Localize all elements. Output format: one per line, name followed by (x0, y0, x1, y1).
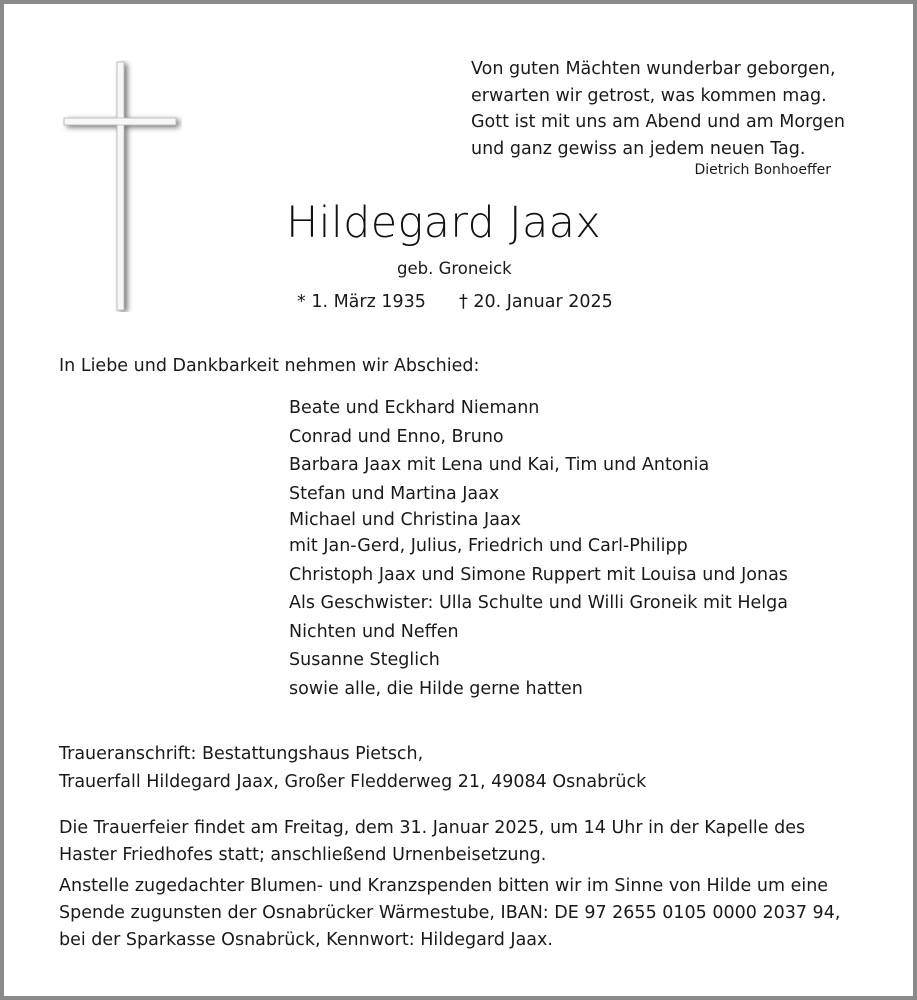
address-line: Trauerfall Hildegard Jaax, Großer Fledderweg 21, 49084 Osnabrück (59, 772, 647, 792)
mourner-entry: Susanne Steglich (289, 650, 440, 670)
mourner-entry: Conrad und Enno, Bruno (289, 426, 504, 447)
deceased-name: Hildegard Jaax (286, 198, 602, 248)
poem-author: Dietrich Bonhoeffer (694, 162, 831, 178)
poem (471, 56, 845, 162)
mourner-entry: Christoph Jaax und Simone Ruppert mit Louisa und Jonas (289, 564, 788, 585)
farewell-intro: In Liebe und Dankbarkeit nehmen wir Abschied: (59, 356, 480, 376)
poem-line: Gott ist mit uns am Abend und am Morgen (471, 112, 845, 132)
donation-line: Spende zugunsten der Osnabrücker Wärmestube, IBAN: DE 97 2655 0105 0000 2037 94, (59, 903, 841, 923)
donation-line: Anstelle zugedachter Blumen- und Kranzspenden bitten wir im Sinne von Hilde um eine (59, 876, 829, 896)
donation-line: bei der Sparkasse Osnabrück, Kennwort: Hildegard Jaax. (59, 930, 553, 950)
mourner-entry: Als Geschwister: Ulla Schulte und Willi Groneik mit Helga (289, 593, 788, 613)
birth-name: geb. Groneick (397, 259, 512, 278)
mourner-entry: mit Jan-Gerd, Julius, Friedrich und Carl-Philipp (289, 536, 688, 556)
ceremony-info (59, 815, 805, 868)
poem-line: erwarten wir getrost, was kommen mag. (471, 85, 827, 106)
ceremony-line: Haster Friedhofes statt; anschließend Urnenbeisetzung. (59, 844, 547, 865)
ceremony-line: Die Trauerfeier findet am Freitag, dem 31. Januar 2025, um 14 Uhr in der Kapelle des (59, 818, 806, 838)
cross-icon (62, 60, 182, 312)
mourners-list (289, 394, 788, 703)
mourner-entry: sowie alle, die Hilde gerne hatten (289, 678, 583, 699)
mourning-address (59, 740, 646, 796)
address-line: Traueranschrift: Bestattungshaus Pietsch, (59, 744, 424, 764)
poem-line: und ganz gewiss an jedem neuen Tag. (471, 138, 806, 159)
mourner-entry: Barbara Jaax mit Lena und Kai, Tim und Antonia (289, 455, 710, 475)
mourner-entry: Nichten und Neffen (289, 621, 459, 642)
death-date: † 20. Januar 2025 (459, 292, 613, 312)
mourner-entry: Beate und Eckhard Niemann (289, 398, 540, 418)
birth-date: * 1. März 1935 (297, 292, 426, 312)
mourner-entry: Stefan und Martina Jaax (289, 483, 500, 504)
poem-line: Von guten Mächten wunderbar geborgen, (471, 59, 836, 79)
donation-info (59, 873, 840, 954)
mourner-entry: Michael und Christina Jaax (289, 510, 521, 530)
